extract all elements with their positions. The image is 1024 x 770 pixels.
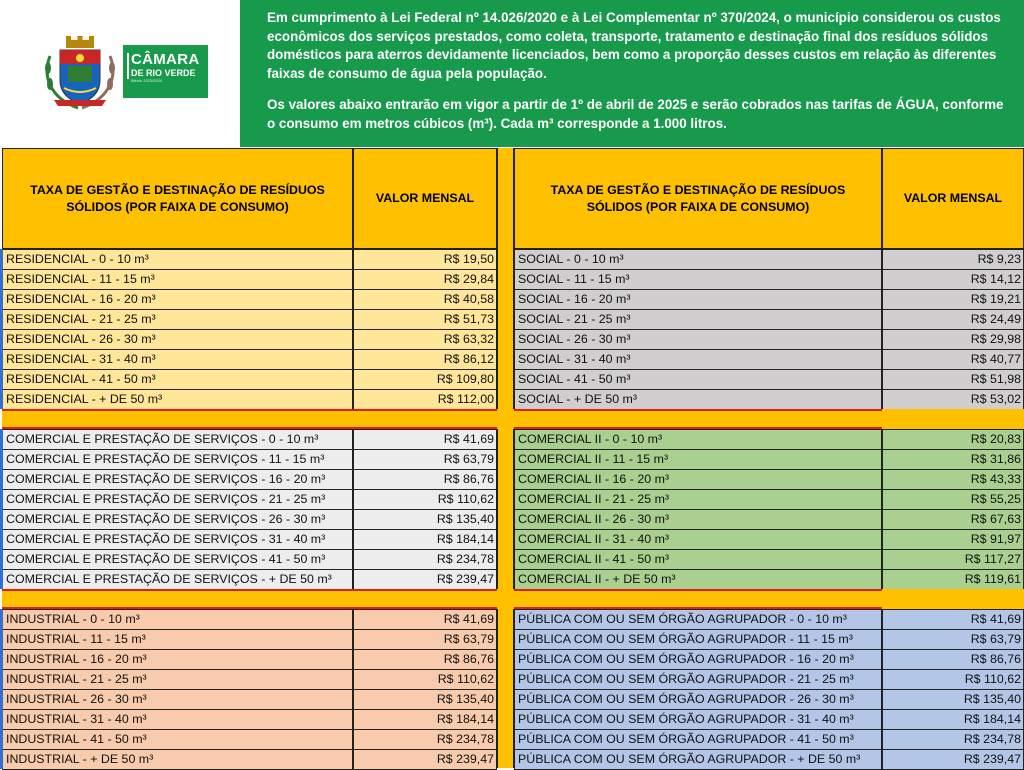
table-row-label: RESIDENCIAL - 11 - 15 m³ <box>2 269 353 290</box>
table-row-label: COMERCIAL II - 21 - 25 m³ <box>514 489 882 510</box>
table-row-value: R$ 135,40 <box>353 689 497 710</box>
table-row-value: R$ 135,40 <box>882 689 1024 710</box>
table-row-value: R$ 53,02 <box>882 389 1024 410</box>
table-row-value: R$ 91,97 <box>882 529 1024 550</box>
table-row-value: R$ 86,76 <box>353 649 497 670</box>
table-row-value: R$ 29,98 <box>882 329 1024 350</box>
table-row-value: R$ 239,47 <box>882 749 1024 770</box>
table-row-value: R$ 9,23 <box>882 249 1024 270</box>
table-row-value: R$ 110,62 <box>353 489 497 510</box>
table-row-label: COMERCIAL E PRESTAÇÃO DE SERVIÇOS - 21 - 25 m³ <box>2 489 353 510</box>
table-row-value: R$ 43,33 <box>882 469 1024 490</box>
table-row-value: R$ 55,25 <box>882 489 1024 510</box>
table-row-value: R$ 20,83 <box>882 429 1024 450</box>
table-row-label: SOCIAL - 16 - 20 m³ <box>514 289 882 310</box>
table-row-value: R$ 19,50 <box>353 249 497 270</box>
table-row-label: INDUSTRIAL - 26 - 30 m³ <box>2 689 353 710</box>
right-value-header: VALOR MENSAL <box>882 148 1024 249</box>
table-row-value: R$ 41,69 <box>882 609 1024 630</box>
table-row-value: R$ 63,79 <box>353 449 497 470</box>
table-row-value: R$ 234,78 <box>882 729 1024 750</box>
table-row-value: R$ 19,21 <box>882 289 1024 310</box>
table-row-label: RESIDENCIAL - 0 - 10 m³ <box>2 249 353 270</box>
table-row-value: R$ 86,76 <box>882 649 1024 670</box>
table-row-label: PÚBLICA COM OU SEM ÓRGÃO AGRUPADOR - 0 - 10 m³ <box>514 609 882 630</box>
table-row-label: SOCIAL - 21 - 25 m³ <box>514 309 882 330</box>
separator-red-line <box>514 409 882 411</box>
table-row-value: R$ 29,84 <box>353 269 497 290</box>
table-row-value: R$ 31,86 <box>882 449 1024 470</box>
table-row-label: RESIDENCIAL - 31 - 40 m³ <box>2 349 353 370</box>
table-row-label: INDUSTRIAL - 0 - 10 m³ <box>2 609 353 630</box>
table-row-value: R$ 63,32 <box>353 329 497 350</box>
table-row-value: R$ 51,73 <box>353 309 497 330</box>
group-separator <box>2 589 1024 609</box>
table-row-label: COMERCIAL E PRESTAÇÃO DE SERVIÇOS - 11 - 15 m³ <box>2 449 353 470</box>
separator-red-line <box>2 409 497 411</box>
table-row-label: PÚBLICA COM OU SEM ÓRGÃO AGRUPADOR - 11 - 15 m³ <box>514 629 882 650</box>
row-accent-line <box>0 609 3 769</box>
table-row-label: COMERCIAL II - 11 - 15 m³ <box>514 449 882 470</box>
table-row-label: COMERCIAL II - 16 - 20 m³ <box>514 469 882 490</box>
table-row-label: SOCIAL - 26 - 30 m³ <box>514 329 882 350</box>
table-row-label: SOCIAL - 41 - 50 m³ <box>514 369 882 390</box>
table-row-label: COMERCIAL II - 26 - 30 m³ <box>514 509 882 530</box>
table-row-value: R$ 135,40 <box>353 509 497 530</box>
table-row-value: R$ 239,47 <box>353 569 497 590</box>
chamber-title: CÂMARA <box>131 51 200 68</box>
table-row-value: R$ 112,00 <box>353 389 497 410</box>
table-row-value: R$ 40,77 <box>882 349 1024 370</box>
table-row-label: INDUSTRIAL - 31 - 40 m³ <box>2 709 353 730</box>
table-row-label: INDUSTRIAL - 21 - 25 m³ <box>2 669 353 690</box>
notice-paragraph-1: Em cumprimento à Lei Federal nº 14.026/2020 e à Lei Complementar nº 370/2024, o município considerou os custos econômicos dos serviços prestados, como coleta, transporte, tratamento e destinação final dos resíduos sólidos domésticos para aterros devidamente licenciados, bem como a proporção desses custos em relação às diferentes faixas de consumo de água pela população. <box>267 10 1001 81</box>
separator-red-line <box>2 607 497 609</box>
table-row-value: R$ 63,79 <box>353 629 497 650</box>
chamber-logo <box>123 45 208 98</box>
left-value-header: VALOR MENSAL <box>353 148 497 249</box>
table-row-label: PÚBLICA COM OU SEM ÓRGÃO AGRUPADOR - + DE 50 m³ <box>514 749 882 770</box>
separator-red-line <box>514 589 882 591</box>
table-row-label: INDUSTRIAL - 16 - 20 m³ <box>2 649 353 670</box>
column-spacer <box>497 148 514 768</box>
table-row-value: R$ 67,63 <box>882 509 1024 530</box>
table-row-label: RESIDENCIAL - + DE 50 m³ <box>2 389 353 410</box>
table-row-label: RESIDENCIAL - 21 - 25 m³ <box>2 309 353 330</box>
table-row-value: R$ 24,49 <box>882 309 1024 330</box>
chamber-tagline: Biênio 2023/2024 <box>131 78 163 83</box>
notice-paragraph-2: Os valores abaixo entrarão em vigor a partir de 1º de abril de 2025 e serão cobrados nas tarifas de ÁGUA, conforme o consumo em metros cúbicos (m³). Cada m³ corresponde a 1.000 litros. <box>267 97 1004 131</box>
separator-red-line <box>514 607 882 609</box>
table-row-label: COMERCIAL II - 0 - 10 m³ <box>514 429 882 450</box>
table-row-value: R$ 86,12 <box>353 349 497 370</box>
table-row-label: COMERCIAL E PRESTAÇÃO DE SERVIÇOS - 16 - 20 m³ <box>2 469 353 490</box>
table-row-label: PÚBLICA COM OU SEM ÓRGÃO AGRUPADOR - 41 - 50 m³ <box>514 729 882 750</box>
right-category-header: TAXA DE GESTÃO E DESTINAÇÃO DE RESÍDUOS SÓLIDOS (POR FAIXA DE CONSUMO) <box>514 148 882 249</box>
table-row-label: RESIDENCIAL - 16 - 20 m³ <box>2 289 353 310</box>
table-row-value: R$ 184,14 <box>353 529 497 550</box>
coat-of-arms-icon <box>40 36 120 112</box>
table-row-label: COMERCIAL II - + DE 50 m³ <box>514 569 882 590</box>
table-row-label: INDUSTRIAL - 41 - 50 m³ <box>2 729 353 750</box>
table-row-value: R$ 14,12 <box>882 269 1024 290</box>
table-row-label: INDUSTRIAL - 11 - 15 m³ <box>2 629 353 650</box>
table-row-label: COMERCIAL E PRESTAÇÃO DE SERVIÇOS - 31 - 40 m³ <box>2 529 353 550</box>
table-row-label: SOCIAL - 11 - 15 m³ <box>514 269 882 290</box>
table-row-value: R$ 119,61 <box>882 569 1024 590</box>
table-row-label: COMERCIAL E PRESTAÇÃO DE SERVIÇOS - 41 - 50 m³ <box>2 549 353 570</box>
table-row-value: R$ 109,80 <box>353 369 497 390</box>
table-row-label: SOCIAL - + DE 50 m³ <box>514 389 882 410</box>
table-row-label: RESIDENCIAL - 26 - 30 m³ <box>2 329 353 350</box>
separator-red-line <box>2 589 497 591</box>
table-row-value: R$ 41,69 <box>353 429 497 450</box>
left-category-header: TAXA DE GESTÃO E DESTINAÇÃO DE RESÍDUOS SÓLIDOS (POR FAIXA DE CONSUMO) <box>2 148 353 249</box>
group-separator <box>2 409 1024 429</box>
table-row-value: R$ 184,14 <box>882 709 1024 730</box>
table-row-label: COMERCIAL II - 41 - 50 m³ <box>514 549 882 570</box>
table-row-value: R$ 110,62 <box>882 669 1024 690</box>
table-row-value: R$ 234,78 <box>353 549 497 570</box>
separator-red-line <box>2 427 497 429</box>
table-row-value: R$ 40,58 <box>353 289 497 310</box>
table-row-label: PÚBLICA COM OU SEM ÓRGÃO AGRUPADOR - 16 - 20 m³ <box>514 649 882 670</box>
table-row-label: COMERCIAL II - 31 - 40 m³ <box>514 529 882 550</box>
table-row-label: RESIDENCIAL - 41 - 50 m³ <box>2 369 353 390</box>
table-row-value: R$ 86,76 <box>353 469 497 490</box>
table-row-value: R$ 117,27 <box>882 549 1024 570</box>
chamber-subtitle: DE RIO VERDE <box>131 68 196 78</box>
table-row-label: COMERCIAL E PRESTAÇÃO DE SERVIÇOS - 26 - 30 m³ <box>2 509 353 530</box>
table-row-label: PÚBLICA COM OU SEM ÓRGÃO AGRUPADOR - 21 - 25 m³ <box>514 669 882 690</box>
notice-banner <box>240 0 1024 147</box>
table-row-value: R$ 41,69 <box>353 609 497 630</box>
row-accent-line <box>0 429 3 589</box>
table-row-value: R$ 63,79 <box>882 629 1024 650</box>
table-row-value: R$ 234,78 <box>353 729 497 750</box>
table-row-value: R$ 110,62 <box>353 669 497 690</box>
table-row-label: COMERCIAL E PRESTAÇÃO DE SERVIÇOS - 0 - 10 m³ <box>2 429 353 450</box>
logo-bar <box>127 53 129 79</box>
row-accent-line <box>0 249 3 409</box>
table-row-label: COMERCIAL E PRESTAÇÃO DE SERVIÇOS - + DE 50 m³ <box>2 569 353 590</box>
table-row-value: R$ 51,98 <box>882 369 1024 390</box>
table-row-label: SOCIAL - 0 - 10 m³ <box>514 249 882 270</box>
table-row-value: R$ 184,14 <box>353 709 497 730</box>
table-row-label: INDUSTRIAL - + DE 50 m³ <box>2 749 353 770</box>
table-row-label: SOCIAL - 31 - 40 m³ <box>514 349 882 370</box>
logo-area <box>0 0 240 147</box>
table-row-label: PÚBLICA COM OU SEM ÓRGÃO AGRUPADOR - 31 - 40 m³ <box>514 709 882 730</box>
separator-red-line <box>514 427 882 429</box>
table-row-label: PÚBLICA COM OU SEM ÓRGÃO AGRUPADOR - 26 - 30 m³ <box>514 689 882 710</box>
table-row-value: R$ 239,47 <box>353 749 497 770</box>
